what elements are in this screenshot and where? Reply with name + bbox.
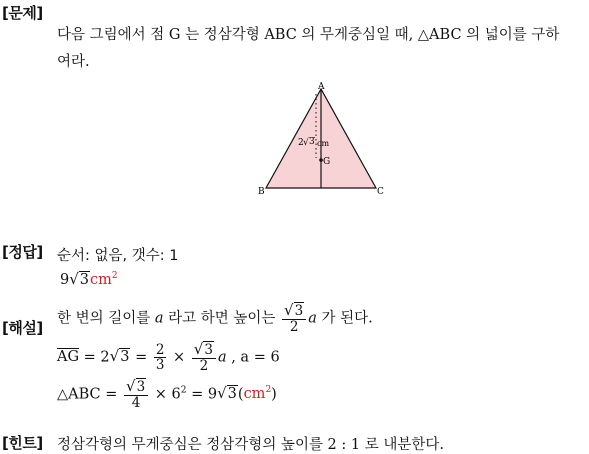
sol3-frac: $\frac{√3}{4}$ (124, 379, 148, 410)
solution-label: [해설] (2, 319, 43, 337)
answer-label: [정답] (2, 243, 43, 261)
hint-text: 정삼각형의 무게중심은 정삼각형의 높이를 2 : 1 로 내분한다. (57, 437, 444, 453)
vertex-b-label: B (258, 187, 265, 197)
sol1-var: a (154, 310, 164, 327)
sol3-unit: $cm^2$ (243, 385, 272, 403)
sol3-open: ( (237, 386, 244, 403)
problem-line-2: 여라. (57, 54, 90, 70)
vertex-c-label: C (377, 187, 384, 197)
segment-length-radicand: 3 (309, 137, 315, 147)
segment-length-radical: √ (303, 138, 309, 148)
sol1-height-fraction: $\frac{√3}{2}$ (282, 303, 306, 334)
sol1-var-2: a (308, 310, 317, 327)
sol2-frac-1: $\frac{2}{3}$ (155, 341, 165, 373)
solution-line-1 (57, 303, 373, 334)
problem-line-1: 다음 그림에서 점 G 는 정삼각형 ABC 의 무게중심일 때, △ABC 의 넓이를 구하 (57, 27, 560, 43)
sol2-frac-2: $\frac{√3}{2}$ (192, 342, 216, 373)
segment-length-coef: 2 (298, 138, 304, 148)
sol1-mid: 라고 하면 높이는 (168, 310, 276, 327)
problem-label: [문제] (2, 4, 43, 22)
sol2-eq1: = 2 (83, 349, 110, 366)
answer-coef: 9 (60, 272, 70, 288)
sol2-segment: AG (57, 349, 80, 366)
answer-value (60, 270, 118, 288)
hint-label: [힌트] (2, 434, 43, 452)
sol2-eq2: = (135, 349, 148, 366)
sol3-exp: 2 (180, 385, 187, 396)
sol2-tail: , a = 6 (231, 349, 280, 366)
solution-line-3 (57, 379, 277, 410)
answer-meta: 순서: 없음, 갯수: 1 (57, 248, 179, 264)
sol1-pre: 한 변의 길이를 (57, 310, 151, 327)
answer-radical: √3 (69, 270, 90, 288)
sol3-pre: △ABC = (57, 386, 118, 403)
point-g-label: G (323, 157, 331, 167)
vertex-a-label: A (318, 82, 325, 92)
sol3-close: ) (271, 386, 277, 403)
sol3-eq: = 9 (191, 386, 218, 403)
sol3-radical: √3 (217, 384, 237, 403)
answer-unit: $cm^2$ (90, 271, 118, 288)
sol2-radical: √3 (109, 347, 130, 366)
segment-length-unit: cm (317, 139, 330, 148)
sol2-var: a (217, 349, 227, 366)
sol2-times: × (173, 349, 186, 366)
triangle-figure (258, 82, 388, 198)
sol3-times: × 6 (154, 386, 181, 403)
solution-line-2 (57, 342, 280, 373)
sol1-post: 가 된다. (321, 310, 373, 327)
